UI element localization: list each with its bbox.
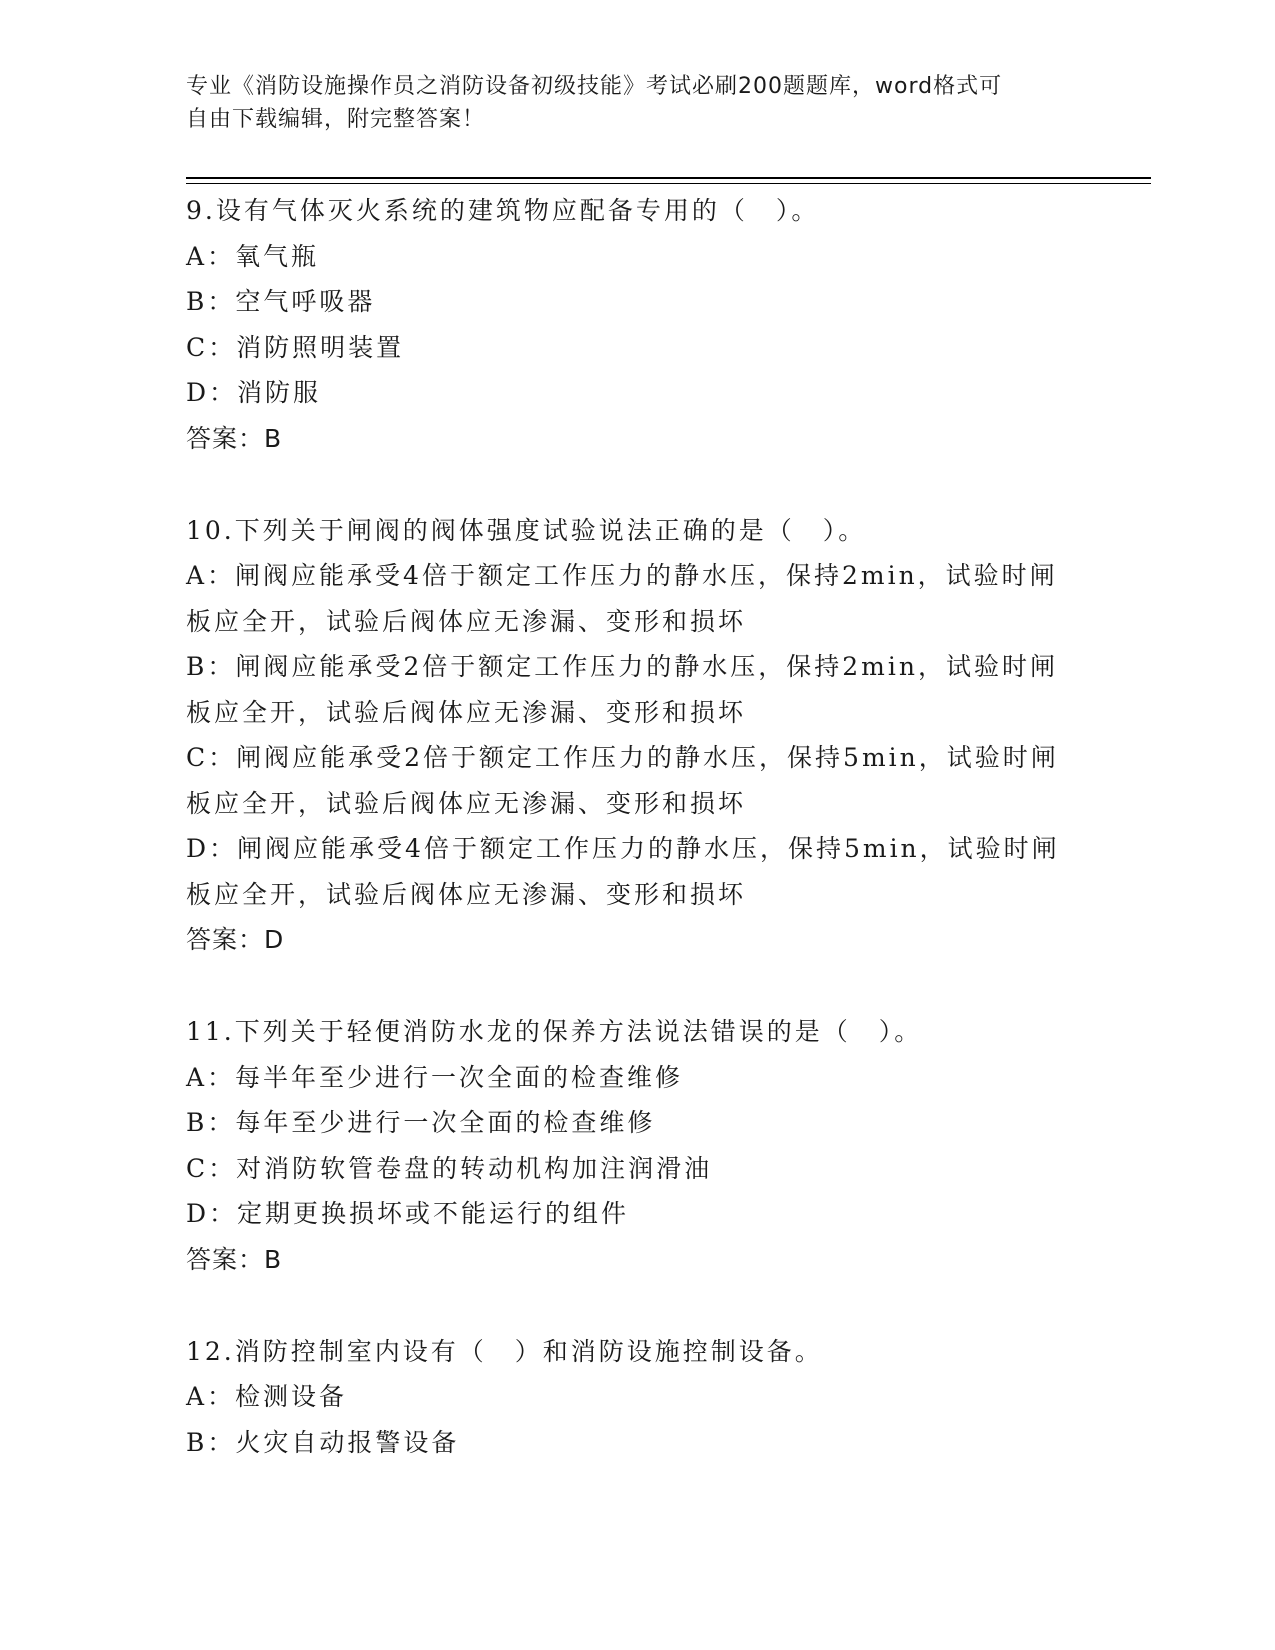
- option-a: A：氧气瓶: [186, 241, 320, 271]
- header-divider-thick: [186, 177, 1151, 179]
- question-12: [186, 1329, 1086, 1466]
- question-list: [186, 188, 1086, 1511]
- question-stem: 9.设有气体灭火系统的建筑物应配备专用的（ ）。: [186, 196, 820, 225]
- option-b: B：每年至少进行一次全面的检查维修: [186, 1108, 656, 1137]
- header-line-1: 专业《消防设施操作员之消防设备初级技能》考试必刷200题题库，word格式可: [186, 74, 1003, 99]
- option-b: B：闸阀应能承受2倍于额定工作压力的静水压，保持2min，试验时闸: [186, 652, 1058, 681]
- question-stem: 12.消防控制室内设有（ ）和消防设施控制设备。: [186, 1336, 823, 1366]
- option-c: C：闸阀应能承受2倍于额定工作压力的静水压，保持5min，试验时闸: [186, 743, 1059, 772]
- option-a: A：每半年至少进行一次全面的检查维修: [186, 1062, 684, 1092]
- answer-label: 答案：B: [186, 423, 283, 453]
- option-a-continued: 板应全开，试验后阀体应无渗漏、变形和损坏: [186, 606, 747, 636]
- question-10: [186, 508, 1086, 964]
- question-11: [186, 1009, 1086, 1283]
- answer-label: 答案：B: [186, 1244, 283, 1274]
- answer-label: 答案：D: [186, 925, 285, 954]
- option-a: A：闸阀应能承受4倍于额定工作压力的静水压，保持2min，试验时闸: [186, 561, 1058, 590]
- question-9: [186, 188, 1086, 462]
- option-d: D：闸阀应能承受4倍于额定工作压力的静水压，保持5min，试验时闸: [186, 834, 1060, 863]
- option-c: C：消防照明装置: [186, 332, 405, 362]
- option-d-continued: 板应全开，试验后阀体应无渗漏、变形和损坏: [186, 879, 747, 909]
- header-divider-thin: [186, 183, 1151, 184]
- option-d: D：消防服: [186, 378, 322, 407]
- option-c-continued: 板应全开，试验后阀体应无渗漏、变形和损坏: [186, 788, 747, 818]
- option-b-continued: 板应全开，试验后阀体应无渗漏、变形和损坏: [186, 697, 747, 727]
- option-b: B：空气呼吸器: [186, 287, 376, 316]
- option-d: D：定期更换损坏或不能运行的组件: [186, 1199, 630, 1228]
- header-line-2: 自由下载编辑，附完整答案！: [186, 107, 486, 132]
- document-header: [186, 70, 1086, 136]
- question-stem: 10.下列关于闸阀的阀体强度试验说法正确的是（ ）。: [186, 515, 867, 545]
- option-c: C：对消防软管卷盘的转动机构加注润滑油: [186, 1153, 713, 1183]
- option-b: B：火灾自动报警设备: [186, 1427, 460, 1457]
- question-stem: 11.下列关于轻便消防水龙的保养方法说法错误的是（ ）。: [186, 1017, 923, 1046]
- option-a: A：检测设备: [186, 1382, 348, 1411]
